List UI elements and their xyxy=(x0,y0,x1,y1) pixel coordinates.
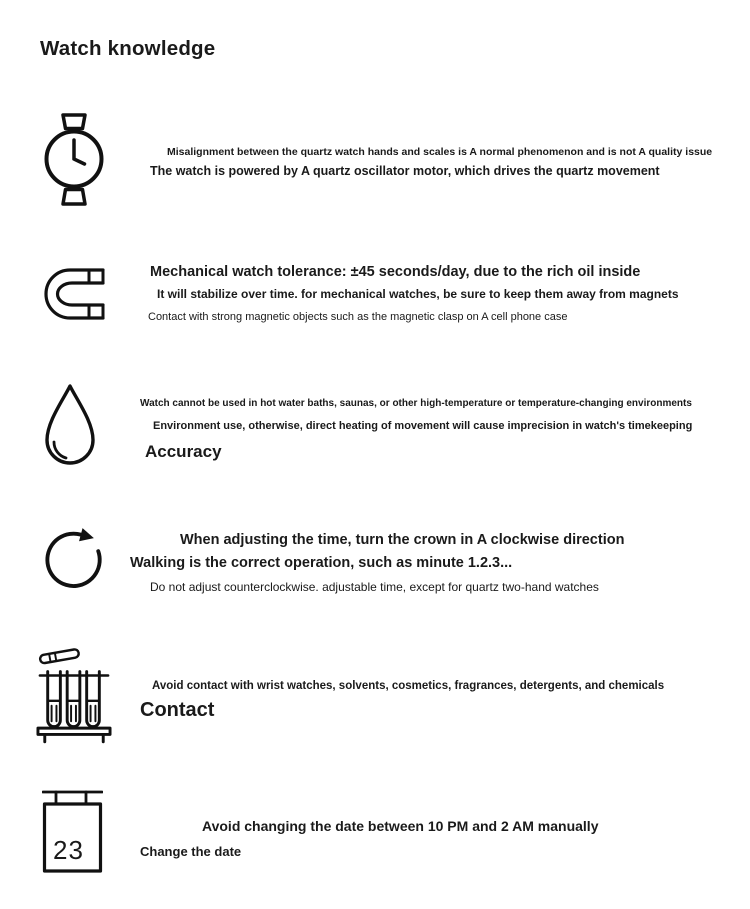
section-line: Environment use, otherwise, direct heating of movement will cause imprecision in watch's timekeeping xyxy=(153,420,693,432)
calendar-icon xyxy=(42,788,103,874)
section-line: Change the date xyxy=(140,844,242,859)
section-line: When adjusting the time, turn the crown in A clockwise direction xyxy=(180,532,625,548)
test-tubes-icon xyxy=(36,644,112,744)
section-line: Walking is the correct operation, such as minute 1.2.3... xyxy=(130,555,513,571)
section-line: Misalignment between the quartz watch hands and scales is A normal phenomenon and is not A quality issue xyxy=(167,146,713,158)
calendar-day-number: 23 xyxy=(53,835,84,865)
page-title: Watch knowledge xyxy=(40,37,216,60)
section-line: Contact with strong magnetic objects such as the magnetic clasp on A cell phone case xyxy=(148,311,568,323)
section-line: Avoid contact with wrist watches, solvents, cosmetics, fragrances, detergents, and chemicals xyxy=(152,680,665,692)
clockwise-arrow-icon xyxy=(42,521,106,591)
water-drop-icon xyxy=(42,383,98,471)
section-line: Watch cannot be used in hot water baths, saunas, or other high-temperature or temperature-changing environments xyxy=(140,398,692,409)
wristwatch-icon xyxy=(44,113,104,210)
section-line: Mechanical watch tolerance: ±45 seconds/day, due to the rich oil inside xyxy=(150,264,641,280)
section-line: It will stabilize over time. for mechanical watches, be sure to keep them away from magnets xyxy=(157,287,679,301)
section-heading-contact: Contact xyxy=(140,699,215,721)
section-heading-accuracy: Accuracy xyxy=(145,442,222,461)
section-line: Do not adjust counterclockwise. adjustable time, except for quartz two-hand watches xyxy=(150,580,599,594)
magnet-icon xyxy=(42,266,105,322)
section-line: The watch is powered by A quartz oscillator motor, which drives the quartz movement xyxy=(150,164,660,178)
section-line: Avoid changing the date between 10 PM and 2 AM manually xyxy=(202,818,599,834)
